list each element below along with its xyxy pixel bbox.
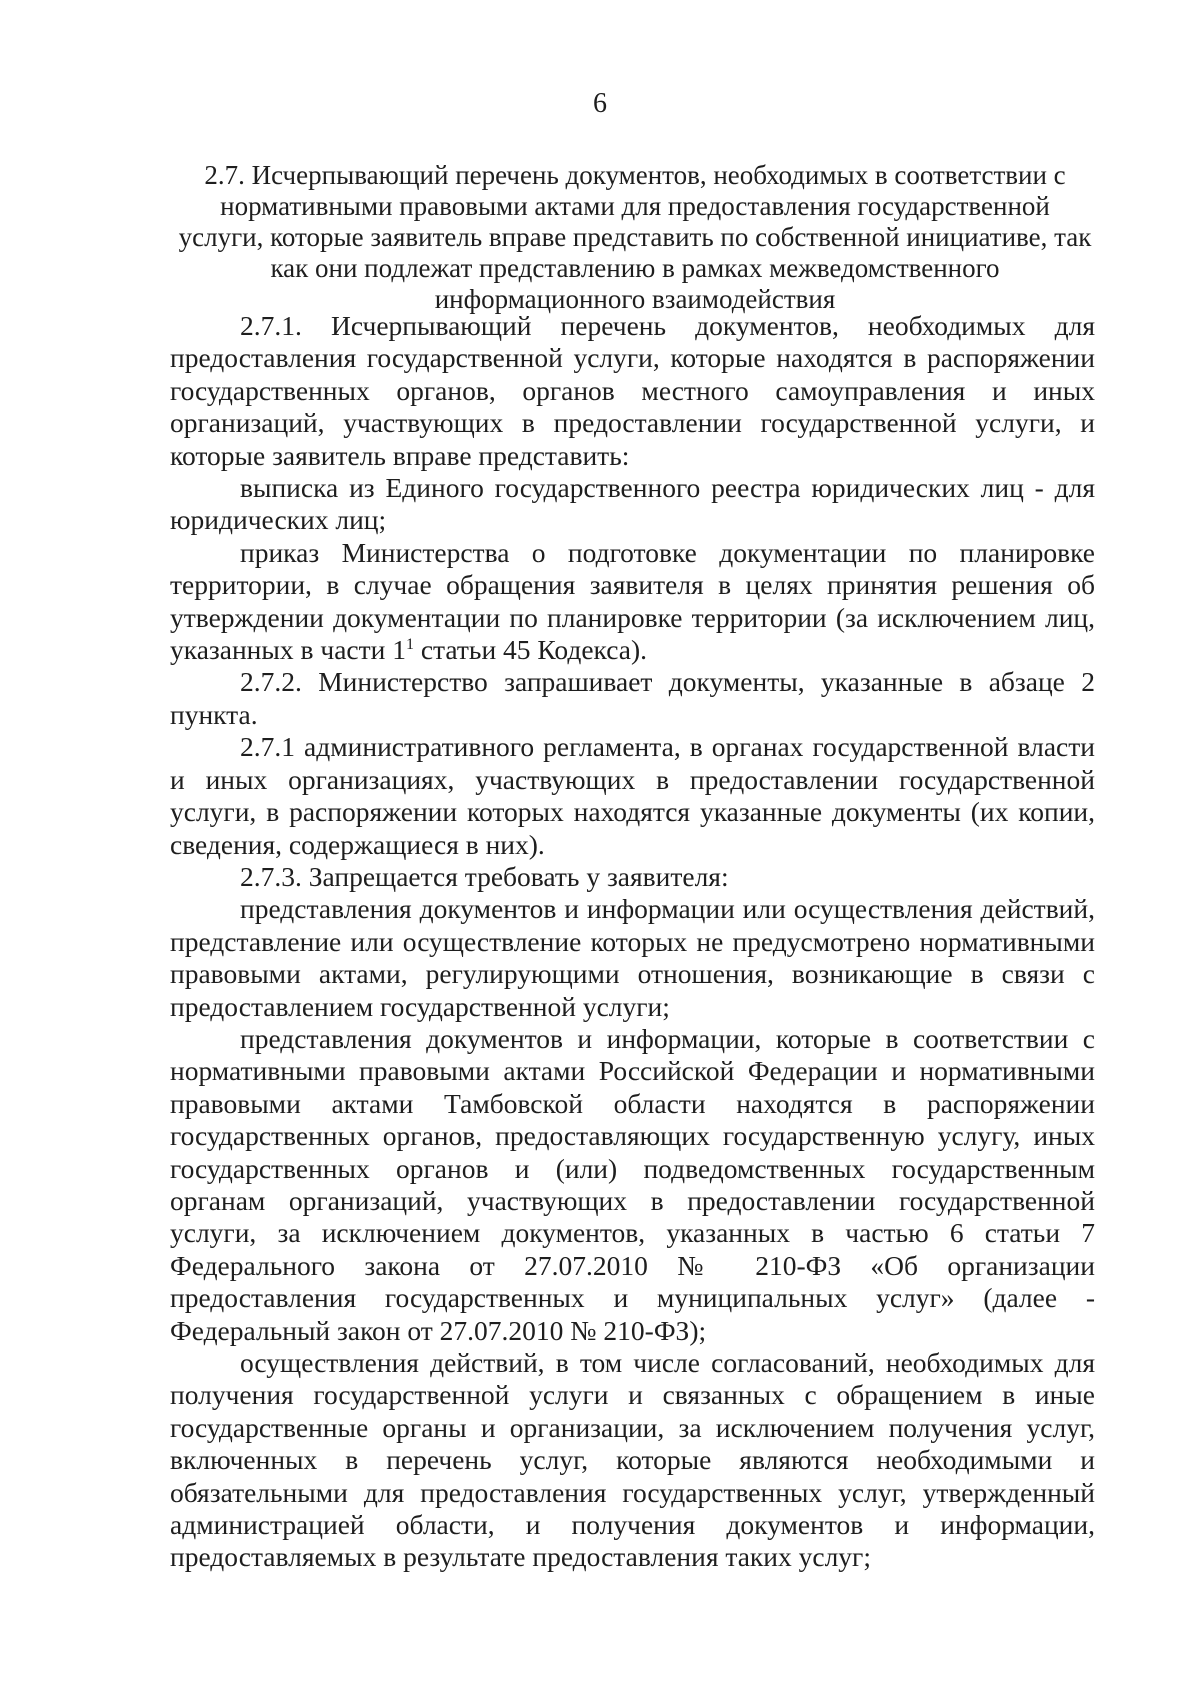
document-body (170, 310, 1095, 1574)
paragraph-extract-egrul: выписка из Единого государственного реестра юридических лиц - для юридических лиц; (170, 472, 1095, 536)
paragraph-ministry-order (170, 537, 1095, 667)
paragraph-2-7-3: 2.7.3. Запрещается требовать у заявителя: (240, 860, 729, 892)
page-number: 6 (593, 88, 607, 119)
paragraph-regulation-reference: 2.7.1 административного регламента, в органах государственной власти и иных организациях, участвующих в предоставлении государственной услуги, в распоряжении которых находятся указанные документы (их копии, сведения, содержащиеся в них). (170, 731, 1095, 860)
paragraph-prohibited-documents: представления документов и информации или осуществления действий, представление или осуществление которых не предусмотрено нормативными правовыми актами, регулирующими отношения, возникающие в связи с предоставлением государственной услуги; (170, 893, 1095, 1022)
paragraph-2-7-1: 2.7.1. Исчерпывающий перечень документов, необходимых для предоставления государственной услуги, которые находятся в распоряжении государственных органов, органов местного самоуправления и иных организаций, участвующих в предоставлении государственной услуги, и которые заявитель вправе представить: (170, 310, 1095, 471)
section-heading: 2.7. Исчерпывающий перечень документов, необходимых в соответствии с нормативными правовыми актами для предоставления государственной услуги, которые заявитель вправе представить по собственной инициативе, так как они подлежат представлению в рамках межведомственного информационного взаимодействия (178, 160, 1092, 314)
paragraph-prohibited-actions: осуществления действий, в том числе согласований, необходимых для получения государственной услуги и связанных с обращением в иные государственные органы и организации, за исключением получения услуг, включенных в перечень услуг, которые являются необходимыми и обязательными для предоставления государственных услуг, утвержденный администрацией области, и получения документов и информации, предоставляемых в результате предоставления таких услуг; (170, 1347, 1095, 1573)
paragraph-ministry-order-text: приказ Министерства о подготовке документации по планировке территории, в случае обращения заявителя в целях принятия решения об утверждении документации по планировке территории (за исключением лиц, указанных в части 1 (170, 536, 1095, 666)
paragraph-ministry-order-tail: статьи 45 Кодекса). (413, 634, 648, 666)
paragraph-prohibited-information: представления документов и информации, которые в соответствии с нормативными правовыми актами Российской Федерации и нормативными правовыми актами Тамбовской области находятся в распоряжении государственных органов, предоставляющих государственную услугу, иных государственных органов и (или) подведомственных государственным органам организаций, участвующих в предоставлении государственной услуги, за исключением документов, указанных в частью 6 статьи 7 Федерального закона от 27.07.2010 № 210-ФЗ «Об организации предоставления государственных и муниципальных услуг» (далее - Федеральный закон от 27.07.2010 № 210-ФЗ); (170, 1022, 1095, 1346)
superscript-one: 1 (405, 635, 414, 653)
paragraph-2-7-2: 2.7.2. Министерство запрашивает документы, указанные в абзаце 2 пункта. (170, 666, 1095, 730)
